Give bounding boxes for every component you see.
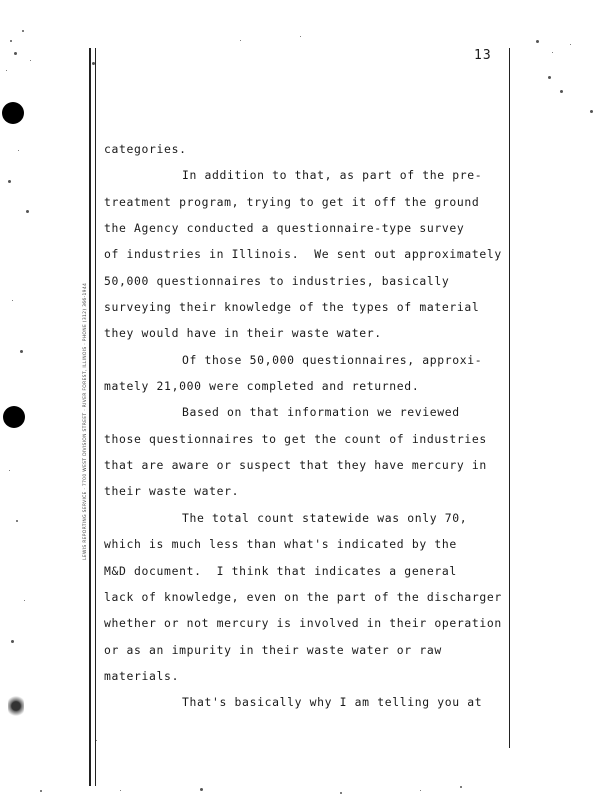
transcript-line: M&D document. I think that indicates a general bbox=[104, 563, 457, 578]
scan-speck bbox=[20, 350, 23, 353]
scan-speck bbox=[560, 90, 563, 93]
scan-speck bbox=[12, 300, 13, 301]
scan-speck bbox=[460, 786, 462, 788]
left-margin-rule-inner bbox=[95, 48, 96, 786]
transcript-line: of industries in Illinois. We sent out approximately bbox=[104, 247, 502, 262]
scan-speck bbox=[300, 36, 301, 37]
transcript-line: 50,000 questionnaires to industries, basically bbox=[104, 273, 450, 288]
scan-speck bbox=[240, 40, 241, 41]
transcript-line: which is much less than what's indicated by the bbox=[104, 537, 457, 552]
left-margin-rule bbox=[89, 48, 91, 786]
margin-imprint: LEWIS REPORTING SERVICE · 7700 WEST DIVISION STREET · RIVER FOREST, ILLINOIS · PHONE (312) 366-1944 bbox=[83, 282, 88, 560]
scan-speck bbox=[8, 180, 11, 183]
transcript-line: Of those 50,000 questionnaires, approxi- bbox=[182, 352, 483, 367]
scan-speck bbox=[30, 60, 31, 61]
scan-speck bbox=[536, 40, 539, 43]
transcript-line: their waste water. bbox=[104, 484, 240, 499]
binder-hole bbox=[2, 102, 24, 124]
scan-speck bbox=[10, 40, 12, 42]
transcript-line: whether or not mercury is involved in their operation bbox=[104, 616, 502, 631]
scan-speck bbox=[26, 210, 29, 213]
transcript-line: surveying their knowledge of the types of material bbox=[104, 300, 480, 315]
transcript-body bbox=[104, 136, 514, 716]
scan-speck bbox=[14, 52, 17, 55]
scan-speck bbox=[24, 600, 25, 601]
transcript-line: treatment program, trying to get it off the ground bbox=[104, 194, 480, 209]
transcript-line: they would have in their waste water. bbox=[104, 326, 382, 341]
transcript-line: The total count statewide was only 70, bbox=[182, 510, 468, 525]
transcript-line: those questionnaires to get the count of industries bbox=[104, 431, 487, 446]
scan-speck bbox=[18, 150, 19, 151]
scan-smudge bbox=[8, 694, 24, 718]
scan-speck bbox=[590, 110, 593, 113]
transcript-line: or as an impurity in their waste water or raw bbox=[104, 642, 442, 657]
scan-speck bbox=[340, 792, 342, 794]
scan-speck bbox=[96, 740, 97, 741]
scan-speck bbox=[11, 640, 14, 643]
transcript-line: lack of knowledge, even on the part of the discharger bbox=[104, 589, 502, 604]
scan-speck bbox=[22, 30, 24, 32]
transcript-line: mately 21,000 were completed and returned. bbox=[104, 379, 420, 394]
scan-speck bbox=[570, 44, 571, 45]
scan-speck bbox=[9, 470, 10, 471]
scan-speck bbox=[92, 62, 95, 65]
scan-speck bbox=[120, 790, 121, 791]
transcript-line: categories. bbox=[104, 142, 187, 156]
page-number: 13 bbox=[474, 48, 492, 63]
transcript-line: the Agency conducted a questionnaire-type survey bbox=[104, 221, 465, 236]
transcript-line: In addition to that, as part of the pre- bbox=[182, 168, 483, 183]
scan-speck bbox=[6, 70, 7, 71]
scan-speck bbox=[420, 790, 421, 791]
transcript-line: that are aware or suspect that they have mercury in bbox=[104, 458, 487, 473]
transcript-line: That's basically why I am telling you at bbox=[182, 695, 483, 710]
scan-speck bbox=[552, 52, 553, 53]
scan-speck bbox=[40, 790, 42, 792]
scan-speck bbox=[200, 788, 203, 791]
binder-hole bbox=[3, 406, 25, 428]
scan-speck bbox=[16, 520, 18, 522]
scan-speck bbox=[548, 76, 551, 79]
transcript-line: materials. bbox=[104, 668, 180, 683]
transcript-line: Based on that information we reviewed bbox=[182, 405, 460, 420]
